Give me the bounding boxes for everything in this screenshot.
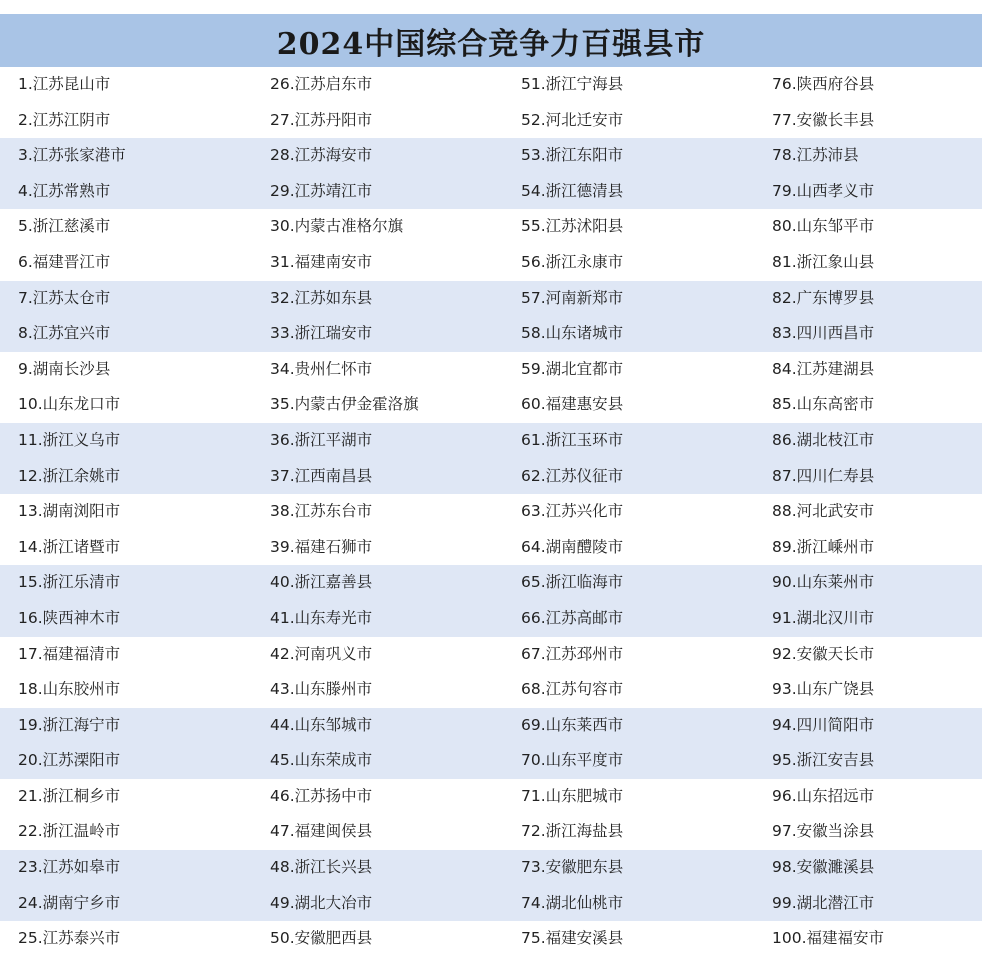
table-cell: 40.浙江嘉善县: [270, 573, 373, 592]
table-row: [0, 672, 982, 708]
table-cell: 61.浙江玉环市: [521, 430, 624, 449]
table-cell: 70.山东平度市: [521, 751, 624, 770]
table-cell: 63.江苏兴化市: [521, 502, 624, 521]
table-cell: 68.江苏句容市: [521, 680, 624, 699]
table-cell: 65.浙江临海市: [521, 573, 624, 592]
table-row: [0, 814, 982, 850]
table-cell: 93.山东广饶县: [772, 680, 875, 699]
table-cell: 92.安徽天长市: [772, 644, 875, 663]
table-cell: 46.江苏扬中市: [270, 786, 373, 805]
table-cell: 64.湖南醴陵市: [521, 537, 624, 556]
table-cell: 6.福建晋江市: [18, 252, 111, 271]
table-cell: 29.江苏靖江市: [270, 181, 373, 200]
title-bar: [0, 14, 982, 67]
table-cell: 49.湖北大冶市: [270, 893, 373, 912]
table-cell: 60.福建惠安县: [521, 395, 624, 414]
table-cell: 56.浙江永康市: [521, 252, 624, 271]
table-cell: 9.湖南长沙县: [18, 359, 111, 378]
table-cell: 89.浙江嵊州市: [772, 537, 875, 556]
table-cell: 67.江苏邳州市: [521, 644, 624, 663]
table-cell: 77.安徽长丰县: [772, 110, 875, 129]
table-cell: 100.福建福安市: [772, 929, 885, 948]
table-row: [0, 494, 982, 530]
table-cell: 66.江苏高邮市: [521, 608, 624, 627]
table-cell: 76.陕西府谷县: [772, 75, 875, 93]
table-cell: 69.山东莱西市: [521, 715, 624, 734]
table-cell: 28.江苏海安市: [270, 146, 373, 165]
table-cell: 71.山东肥城市: [521, 786, 624, 805]
table-row: [0, 67, 982, 103]
table-cell: 50.安徽肥西县: [270, 929, 373, 948]
table-row: [0, 281, 982, 317]
table-row: [0, 103, 982, 139]
table-cell: 10.山东龙口市: [18, 395, 121, 414]
table-row: [0, 530, 982, 566]
table-cell: 14.浙江诸暨市: [18, 537, 121, 556]
table-cell: 12.浙江余姚市: [18, 466, 121, 485]
table-row: [0, 601, 982, 637]
table-cell: 15.浙江乐清市: [18, 573, 121, 592]
table-row: [0, 316, 982, 352]
table-cell: 90.山东莱州市: [772, 573, 875, 592]
table-cell: 22.浙江温岭市: [18, 822, 121, 841]
table-cell: 30.内蒙古准格尔旗: [270, 217, 404, 236]
table-cell: 55.江苏沭阳县: [521, 217, 624, 236]
table-row: [0, 886, 982, 922]
table-cell: 33.浙江瑞安市: [270, 324, 373, 343]
table-cell: 18.山东胶州市: [18, 680, 121, 699]
table-row: [0, 138, 982, 174]
table-cell: 48.浙江长兴县: [270, 858, 373, 877]
table-cell: 43.山东滕州市: [270, 680, 373, 699]
table-cell: 72.浙江海盐县: [521, 822, 624, 841]
table-cell: 53.浙江东阳市: [521, 146, 624, 165]
table-cell: 8.江苏宜兴市: [18, 324, 111, 343]
table-cell: 88.河北武安市: [772, 502, 875, 521]
table-cell: 62.江苏仪征市: [521, 466, 624, 485]
table-row: [0, 921, 982, 957]
table-cell: 99.湖北潜江市: [772, 893, 875, 912]
table-cell: 37.江西南昌县: [270, 466, 373, 485]
table-cell: 5.浙江慈溪市: [18, 217, 111, 236]
table-cell: 16.陕西神木市: [18, 608, 121, 627]
table-cell: 25.江苏泰兴市: [18, 929, 121, 948]
table-cell: 38.江苏东台市: [270, 502, 373, 521]
table-cell: 84.江苏建湖县: [772, 359, 875, 378]
table-row: [0, 209, 982, 245]
table-cell: 51.浙江宁海县: [521, 75, 624, 93]
table-cell: 75.福建安溪县: [521, 929, 624, 948]
table-cell: 4.江苏常熟市: [18, 181, 111, 200]
table-cell: 82.广东博罗县: [772, 288, 875, 307]
table-cell: 17.福建福清市: [18, 644, 121, 663]
table-cell: 7.江苏太仓市: [18, 288, 111, 307]
table-row: [0, 352, 982, 388]
table-cell: 24.湖南宁乡市: [18, 893, 121, 912]
table-cell: 34.贵州仁怀市: [270, 359, 373, 378]
table-cell: 96.山东招远市: [772, 786, 875, 805]
table-cell: 26.江苏启东市: [270, 75, 373, 93]
table-row: [0, 708, 982, 744]
table-cell: 94.四川简阳市: [772, 715, 875, 734]
table-cell: 3.江苏张家港市: [18, 146, 126, 165]
table-row: [0, 387, 982, 423]
table-cell: 27.江苏丹阳市: [270, 110, 373, 129]
table-cell: 39.福建石狮市: [270, 537, 373, 556]
table-cell: 79.山西孝义市: [772, 181, 875, 200]
table-row: [0, 779, 982, 815]
ranking-table: [0, 67, 982, 957]
table-cell: 74.湖北仙桃市: [521, 893, 624, 912]
table-row: [0, 459, 982, 495]
page-title: 2024中国综合竞争力百强县市: [276, 26, 706, 62]
table-row: [0, 245, 982, 281]
table-cell: 57.河南新郑市: [521, 288, 624, 307]
table-cell: 36.浙江平湖市: [270, 430, 373, 449]
table-cell: 11.浙江义乌市: [18, 430, 121, 449]
table-cell: 87.四川仁寿县: [772, 466, 875, 485]
table-cell: 54.浙江德清县: [521, 181, 624, 200]
table-cell: 95.浙江安吉县: [772, 751, 875, 770]
table-cell: 86.湖北枝江市: [772, 430, 875, 449]
table-cell: 47.福建闽侯县: [270, 822, 373, 841]
table-row: [0, 637, 982, 673]
table-cell: 2.江苏江阴市: [18, 110, 111, 129]
table-cell: 45.山东荣成市: [270, 751, 373, 770]
table-cell: 85.山东高密市: [772, 395, 875, 414]
table-cell: 80.山东邹平市: [772, 217, 875, 236]
table-row: [0, 743, 982, 779]
table-row: [0, 174, 982, 210]
table-cell: 91.湖北汉川市: [772, 608, 875, 627]
table-cell: 20.江苏溧阳市: [18, 751, 121, 770]
table-cell: 21.浙江桐乡市: [18, 786, 121, 805]
table-cell: 32.江苏如东县: [270, 288, 373, 307]
table-row: [0, 565, 982, 601]
table-cell: 59.湖北宜都市: [521, 359, 624, 378]
table-cell: 31.福建南安市: [270, 252, 373, 271]
table-cell: 83.四川西昌市: [772, 324, 875, 343]
table-cell: 1.江苏昆山市: [18, 75, 111, 93]
table-cell: 97.安徽当涂县: [772, 822, 875, 841]
table-cell: 44.山东邹城市: [270, 715, 373, 734]
table-cell: 58.山东诸城市: [521, 324, 624, 343]
table-row: [0, 850, 982, 886]
table-cell: 35.内蒙古伊金霍洛旗: [270, 395, 419, 414]
table-cell: 73.安徽肥东县: [521, 858, 624, 877]
table-row: [0, 423, 982, 459]
table-cell: 98.安徽濉溪县: [772, 858, 875, 877]
table-cell: 13.湖南浏阳市: [18, 502, 121, 521]
table-cell: 78.江苏沛县: [772, 146, 859, 165]
table-cell: 81.浙江象山县: [772, 252, 875, 271]
table-cell: 19.浙江海宁市: [18, 715, 121, 734]
table-cell: 41.山东寿光市: [270, 608, 373, 627]
table-cell: 23.江苏如皋市: [18, 858, 121, 877]
table-cell: 42.河南巩义市: [270, 644, 373, 663]
table-cell: 52.河北迁安市: [521, 110, 624, 129]
ranking-sheet: [0, 14, 982, 960]
